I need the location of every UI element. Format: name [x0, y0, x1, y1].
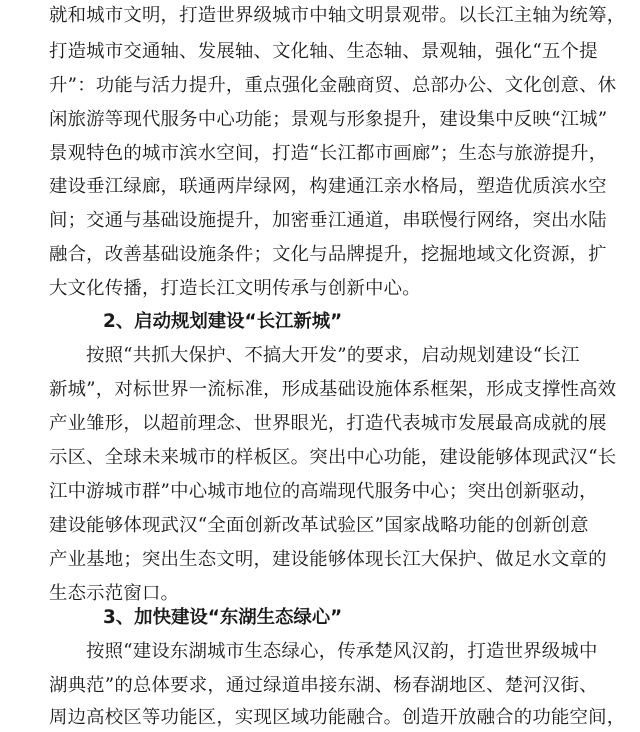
text-line: 产业雏形，以超前理念、世界眼光，打造代表城市发展最高成就的展	[49, 413, 607, 434]
text-line: 建设能够体现武汉“全面创新改革试验区”国家战略功能的创新创意	[49, 515, 589, 536]
text-line: 按照“建设东湖城市生态绿心，传承楚风汉韵，打造世界级城中	[86, 641, 598, 662]
text-line: 闲旅游等现代服务中心功能；景观与形象提升，建设集中反映“江城”	[49, 109, 608, 130]
section-heading: 2、启动规划建设“长江新城”	[103, 311, 343, 332]
text-line: 建设垂江绿廊，联通两岸绿网，构建通江亲水格局，塑造优质滨水空	[49, 176, 607, 197]
section-heading: 3、加快建设“东湖生态绿心”	[103, 607, 343, 628]
text-line: 景观特色的城市滨水空间，打造“长江都市画廊”；生态与旅游提升，	[49, 143, 608, 164]
text-line: 江中游城市群”中心城市地位的高端现代服务中心；突出创新驱动，	[49, 481, 598, 502]
text-line: 升”：功能与活力提升，重点强化金融商贸、总部办公、文化创意、休	[49, 75, 617, 96]
text-line: 间；交通与基础设施提升，加密垂江通道，串联慢行网络，突出水陆	[49, 210, 607, 231]
text-line: 生态示范窗口。	[49, 583, 180, 604]
text-line: 周边高校区等功能区，实现区域功能融合。创造开放融合的功能空间，	[49, 707, 626, 728]
text-line: 示区、全球未来城市的样板区。突出中心功能，建设能够体现武汉“长	[49, 447, 617, 468]
text-line: 按照“共抓大保护、不搞大开发”的要求，启动规划建设“长江	[86, 345, 580, 366]
text-line: 湖典范”的总体要求，通过绿道串接东湖、杨春湖地区、楚河汉街、	[49, 675, 598, 696]
text-line: 产业基地；突出生态文明，建设能够体现长江大保护、做足水文章的	[49, 549, 607, 570]
text-line: 大文化传播，打造长江文明传承与创新中心。	[49, 278, 421, 299]
text-line: 融合，改善基础设施条件；文化与品牌提升，挖掘地域文化资源，扩	[49, 244, 607, 265]
text-line: 打造城市交通轴、发展轴、文化轴、生态轴、景观轴，强化“五个提	[49, 41, 598, 62]
text-line: 新城”，对标世界一流标准，形成基础设施体系框架，形成支撑性高效	[49, 379, 617, 400]
text-line: 就和城市文明，打造世界级城市中轴文明景观带。以长江主轴为统筹，	[49, 5, 626, 26]
